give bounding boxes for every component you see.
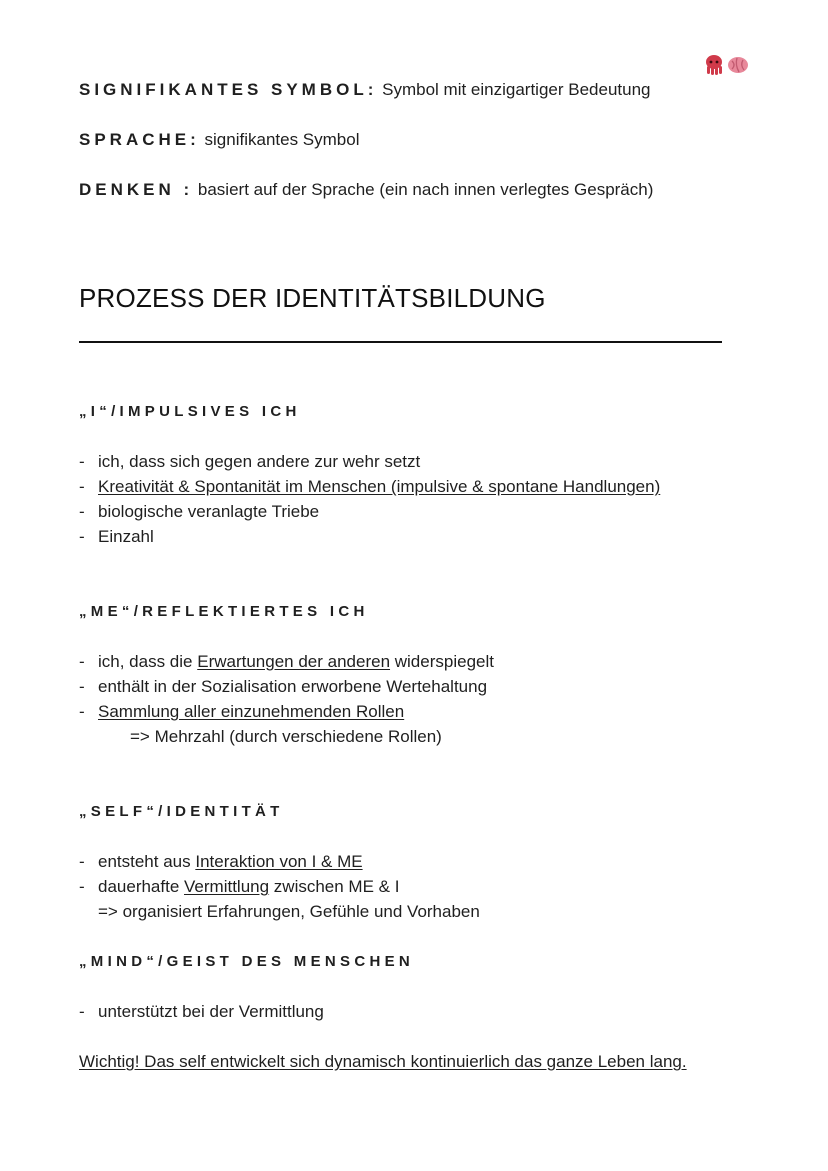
emoji-svg [704, 54, 750, 76]
list-text-underlined: Sammlung aller einzunehmenden Rollen [98, 702, 405, 721]
list-text [98, 850, 363, 874]
text-underlined: Vermittlung [184, 877, 270, 896]
list-text-underlined: Kreativität & Spontanität im Menschen (impulsive & spontane Handlungen) [98, 477, 661, 496]
text-part: zwischen ME & I [269, 877, 400, 896]
definition-term: SIGNIFIKANTES SYMBOL: [79, 80, 378, 99]
list-dash: - [79, 677, 85, 696]
list-text [98, 650, 494, 674]
octopus-icon [706, 55, 722, 75]
list-dash: - [79, 502, 85, 521]
list-text: biologische veranlagte Triebe [98, 502, 320, 521]
list-text: enthält in der Sozialisation erworbene Wertehaltung [98, 677, 488, 696]
text-part: entsteht aus [98, 852, 196, 871]
emoji-group [704, 54, 750, 76]
important-note: Wichtig! Das self entwickelt sich dynamisch kontinuierlich das ganze Leben lang. [79, 1052, 687, 1071]
list-dash: - [79, 877, 85, 896]
definition-text: basiert auf der Sprache (ein nach innen verlegtes Gespräch) [193, 180, 654, 199]
list-dash: - [79, 702, 85, 721]
definition-term: SPRACHE: [79, 130, 200, 149]
text-underlined: Erwartungen der anderen [197, 652, 391, 671]
list-dash: - [79, 452, 85, 471]
brain-icon [728, 57, 748, 73]
list-dash: - [79, 852, 85, 871]
list-text: ich, dass sich gegen andere zur wehr setzt [98, 452, 421, 471]
definition-text: signifikantes Symbol [199, 130, 360, 149]
section-heading-self: „SELF“/IDENTITÄT [79, 803, 284, 820]
definition-language [79, 129, 359, 151]
arrow-note: => organisiert Erfahrungen, Gefühle und Vorhaben [98, 902, 480, 921]
text-part: widerspiegelt [390, 652, 494, 671]
section-heading-mind: „MIND“/GEIST DES MENSCHEN [79, 953, 415, 970]
arrow-note: => Mehrzahl (durch verschiedene Rollen) [130, 727, 442, 746]
list-text: Einzahl [98, 527, 154, 546]
section-heading-me: „ME“/REFLEKTIERTES ICH [79, 603, 369, 620]
heading-divider [79, 341, 722, 343]
definition-term: DENKEN : [79, 180, 194, 199]
list-dash: - [79, 652, 85, 671]
definition-text: Symbol mit einzigartiger Bedeutung [377, 80, 651, 99]
definition-thinking [79, 179, 653, 201]
section-heading-i: „I“/IMPULSIVES ICH [79, 403, 301, 420]
main-heading: PROZESS DER IDENTITÄTSBILDUNG [79, 283, 546, 313]
list-dash: - [79, 1002, 85, 1021]
list-text [98, 875, 399, 899]
text-underlined: Interaktion von I & ME [195, 852, 363, 871]
list-dash: - [79, 527, 85, 546]
text-part: ich, dass die [98, 652, 198, 671]
definition-significant-symbol [79, 79, 651, 101]
list-dash: - [79, 477, 85, 496]
list-text: unterstützt bei der Vermittlung [98, 1002, 324, 1021]
text-part: dauerhafte [98, 877, 185, 896]
